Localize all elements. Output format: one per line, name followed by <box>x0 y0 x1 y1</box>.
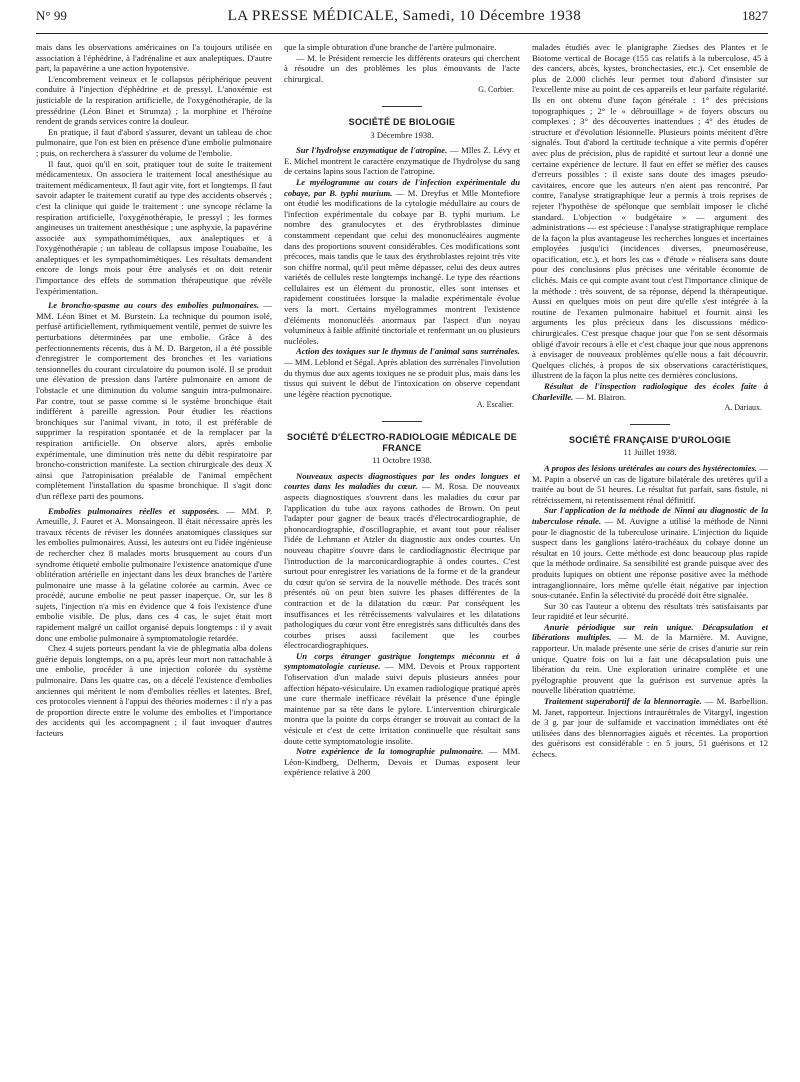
paragraph-text: En pratique, il faut d'abord s'assurer, devant un tableau de choc pulmonaire, que l'on est bien en présence d'une embolie pulmonaire ; puis, on recherchera à s'assurer du volume de l'embolie. <box>36 126 272 158</box>
paragraph <box>284 42 520 53</box>
article-authors: — M. Blairon. <box>573 391 627 402</box>
session-date: 11 Octobre 1938. <box>372 455 432 466</box>
paragraph-text: rapporteur. Un malade présente une série de crises d'anurie sur rein unique. Quatre fois on lui a fait une décapsulation puis une libération du rein. Une exploration urinaire complète et une pyélographie prouvent que la guérison est survenue après la nouvelle libération quatrième. <box>532 643 768 696</box>
article-authors: — M. de la Marnière. M. Auvigne, <box>611 632 768 643</box>
article-title: Embolies pulmonaires réelles et supposées. <box>48 505 220 516</box>
column-3 <box>532 42 768 1072</box>
paragraph-text: Après ablation des surrénales l'involution du thymus due aux agents toxiques ne se produit plus, mais dans les tissus qui suivent le début de l'intoxication on observe cependant une légère réaction pycnotique. <box>284 357 520 399</box>
article-title: Action des toxiques sur le thymus de l'animal sans surrénales. <box>296 346 520 357</box>
article-title: Notre expérience de la tomographie pulmonaire. <box>296 746 484 757</box>
paragraph-text: a utilisé la méthode de Ninni pour le diagnostic de la tuberculose urinaire. L'injection du liquide suspect dans les ganglions latéro-trachéaux du cobaye donne un résultat en 10 jours. Cette méthode est donc beaucoup plus rapide que la méthode ordinaire. Sa sensibilité est grande puisque avec des produits lupiques on obtient une réponse positive avec la méthode intraganglionnaire, lors même qu'elle était négative par injection sous-cutanée. Enfin la sélectivité du procédé doit être signalée. <box>532 515 768 601</box>
paragraph <box>284 471 520 651</box>
section-heading: SOCIÉTÉ DE BIOLOGIE <box>348 116 456 127</box>
paragraph-text: a observé un cas de ligature bilatérale des uretères qu'il a traitée au bout de 51 heures. Le résultat fut parfait, sans fistule, ni rétrécissement, ni retentissement rénal définitif. <box>532 473 768 505</box>
article-title: Sur l'application de la méthode de Ninni au diagnostic de la tuberculose rénale. <box>532 505 768 526</box>
paragraph <box>36 159 272 297</box>
paragraph-text: montrent le caractère enzymatique de l'hydrolyse du sang de certains lapins sous l'action de l'atropine. <box>284 155 520 177</box>
section-divider <box>382 106 422 107</box>
paragraph-text: — M. le Président remercie les différents orateurs qui cherchent à résoudre un des problèmes les plus émouvants de l'acte chirurgical. <box>284 52 520 84</box>
column-1 <box>36 42 272 1072</box>
article-authors: — MM. Leblond et Ségal. <box>284 357 376 368</box>
paragraph <box>36 127 272 159</box>
paragraph-text: rapporteur. Injections intraurétrales de Vitargyl, ingestion de 3 g. par jour de sulfamide et vaccination immédiates ont été utilisées dans des blennorragies aiguës et récentes. La proportion des guérisons est considérable : en 5 jours, 51 guérisons et 12 échecs. <box>532 706 768 759</box>
article-authors: — MM. Léon Binet et M. Burstein. <box>36 300 272 321</box>
paragraph <box>532 505 768 600</box>
paragraph-text: mais dans les observations américaines on l'a toujours utilisée en association à l'éphédrine, à l'adrénaline et aux analeptiques. D'autre part, la papavérine a une action hypotensive. <box>36 42 272 74</box>
paragraph <box>36 506 272 644</box>
paragraph <box>532 622 768 696</box>
section-heading: SOCIÉTÉ D'ÉLECTRO-RADIOLOGIE MÉDICALE DE FRANCE <box>286 432 518 453</box>
paragraph <box>532 463 768 505</box>
author-signature: G. Corbier. <box>478 85 514 95</box>
article-authors: — MM. Devois et Proux <box>380 661 481 672</box>
paragraph-text: Il faut, quoi qu'il en soit, pratiquer tout de suite le traitement médicamenteux. On associera le traitement local anesthésique au traitement médicamenteux. Il faut agir vite, fort et longtemps. Il faut savoir adapter le traitement curatif au type des accidents observés ; c'est la clinique qui guide le traitement : une syncope réclame la respiration artificielle, l'oxygénothérapie, le pressyl ; les formes angineuses un traitement anesthésique ; une asphyxie, la papavérine associée aux sympathomimétiques, aux analeptiques et à l'oxygénothérapie ; un tableau de collapsus impose l'ouabaïne, les analeptiques et les sympathomimétiques. Les résultats demandent encore de longs mois pour être analysés et on doit retenir l'importance des effets de sommation thérapeutique que révèle l'expérimentation. <box>36 158 272 296</box>
section-divider <box>382 421 422 422</box>
article-title: Un corps étranger gastrique longtemps méconnu et à symptomatologie curieuse. <box>284 650 520 672</box>
paragraph <box>532 601 768 622</box>
paragraph <box>284 651 520 746</box>
paragraph <box>532 696 768 760</box>
masthead-title: LA PRESSE MÉDICALE, Samedi, 10 Décembre 1938 <box>227 8 582 24</box>
paragraph <box>532 42 768 381</box>
article-authors: — M. Rosa. <box>417 481 469 492</box>
issue-number: N° 99 <box>36 8 67 23</box>
article-title: Nouveaux aspects diagnostiques par les ondes longues et courtes dans les maladies du cœur. <box>284 470 520 492</box>
article-title: Résultat de l'inspection radiologique des écoles faite à Charleville. <box>532 381 768 402</box>
paragraph <box>36 74 272 127</box>
author-signature: A. Escalier. <box>476 400 514 410</box>
page-number: 1827 <box>741 8 768 23</box>
article-title: Traitement superabortif de la blennorragie. <box>544 696 702 707</box>
article-title: Le broncho-spasme au cours des embolies pulmonaires. <box>48 300 260 311</box>
paragraph-text: Sur 30 cas l'auteur a obtenu des résultats très satisfaisants par leur rapidité et leur sécurité. <box>532 600 768 622</box>
paragraph <box>284 746 520 778</box>
article-title: Anurie périodique sur rein unique. Décapsulation et libérations multiples. <box>532 621 768 643</box>
paragraph-text: exposent leur expérience relative à 200 <box>284 756 520 778</box>
paragraph-text: L'encombrement veineux et le collapsus périphérique peuvent conduire à l'injection d'éphédrine et de pressyl. L'anoxémie est justiciable de la respiration artificielle, de l'oxygénothérapie, de la pressédrine (Léon Binet et Strumza) ; la morphine et l'héroïne rendent de grands services contre la douleur. <box>36 73 272 127</box>
article-authors: — M. Auvigne <box>601 515 659 526</box>
session-date: 11 Juillet 1938. <box>623 447 677 458</box>
article-authors: — MM. P. Ameuille, J. Fauret et A. Monsaingeon. <box>36 505 272 527</box>
paragraph-text: malades étudiés avec le planigraphe Ziedses des Plantes et le Biotome vertical de Bocage (155 cas relatifs à la tuberculose, 45 à des cancers, abcès, kystes, bronchectasies, etc.). Cet ensemble de plus de 2.000 clichés leur permet tout d'abord d'insister sur l'excellente mise au point de ces appareils et leur parfaite régularité. Ils en ont obtenu d'une façon générale : 1° des précisions topographiques ; 2° le « débrouillage » de foyers obscurs ou complexes ; 3° des découvertes inattendues ; 4° des études de structure et d'évolution lésionnelle. Plusieurs points méritent d'être signalés. Tout d'abord la certitude technique a vite permis d'opérer avec plus de précision, plus de rapidité et surtout leur a donné une certaine expérience de lecture. Il faut en effet se méfier des causes d'erreurs possibles : il existe sans doute des images pseudo-cavitaires, encore que les auteurs n'en aient pas rencontré. Par contre, l'analyse stratigraphique leur a permis à trois reprises de rejeter l'hypothèse de spélonque que semblait imposer le cliché standard. L'objection « budgétaire » — argument des administrations — est spécieuse : l'analyse stratigraphique remplace de la façon la plus avantageuse les recherches longues et incertaines employées jusqu'ici (incidences diverses, pneumoséreuse, opacification, etc.), et hors les cas « d'étude » réalisera sans doute pour des conclusions plus précises une véritable économie de clichés. Mais ce qui compte avant tout c'est l'importance clinique de la méthode : très souvent, de sa réponse, dépend la thérapeutique. Aussi en quelques mois on peut dire qu'elle s'est intégrée à la routine de l'examen pulmonaire habituel et fournit ainsi les arguments les plus précieux dans les discussions médico-chirurgicales. C'est presque chaque jour que l'on se sent désormais obligé d'avoir recours à elle et c'est chaque jour que nous apprenons à envisager de nouveaux problèmes qu'elle nous a fait découvrir. Quelques clichés, à propos de six observations caractéristiques, illustrent de la façon la plus nette ces dernières conclusions. <box>532 42 768 381</box>
column-2 <box>284 42 520 1072</box>
article-authors: — M. Dreyfus et Mlle Montefiore <box>392 187 520 198</box>
paragraph <box>284 346 520 399</box>
author-signature: A. Dariaux. <box>724 403 762 413</box>
paragraph-text: Chez 4 sujets porteurs pendant la vie de phlegmatia alba dolens guérie depuis longtemps, on a pu, après leur mort non rattachable à une embolie, procéder à une injection colorée du système pulmonaire. Dans les quatre cas, on a décelé l'existence d'embolies anciennes qui méritent le nom d'embolies réelles et latentes. Bref, ces protocoles viennent à l'appui des théories modernes : il n'y a pas de proportion directe entre le volume des embolies et l'importance des accidents qui les accompagnent ; il faut invoquer d'autres facteurs <box>36 643 272 738</box>
page-header <box>36 0 768 34</box>
paragraph-text: rapportent l'observation d'un malade suivi depuis plusieurs années pour affection hépato-vésiculaire. Un examen radiologique pratiqué après une cure thermale inefficace révélait la présence d'une épingle maintenue par sa tête dans le pylore. L'intervention chirurgicale montra que la pointe du corps étranger se trouvait au contact de la vésicule et c'est de cette irritation continuelle que résultait sans doute cette symptomatologie insolite. <box>284 661 520 746</box>
paragraph <box>284 177 520 347</box>
article-title: A propos des lésions urétérales au cours des hystérectomies. <box>544 462 758 473</box>
paragraph-text: La technique du poumon isolé, perfusé artificiellement, rythmiquement ventilé, permet de suivre les perturbations déterminées par une embolie. Grâce à des perfectionnements récents, dus à M. D. Bargeton, il a été possible d'enregistrer le comportement des bronches et les variations tensionnelles du courant circulatoire du poumon isolé. Il se produit une élévation de pression dans l'artère pulmonaire en amont de l'obstacle et une diminution du volume sanguin intra-pulmonaire. Par contre, tout se passe comme si le système bronchique était indifférent à pareille agression. Pour étudier les réactions bronchiques sur l'animal vivant, in toto, il est préférable de supprimer la respiration spontanée et de la remplacer par la respiration artificielle. On observe alors, après embolie expérimentale, une diminution très nette du débit respiratoire par broncho-constriction manifeste. La section chirurgicale des deux X ainsi que l'atropinisation préalable de l'animal empêchent complètement l'installation du spasme bronchique. Il s'agit donc d'un réflexe parti des poumons. <box>36 310 272 501</box>
article-authors: — M. Barbellion. M. Janet, <box>532 696 768 717</box>
article-authors: — Mlles Z. Lévy et E. Michel <box>284 145 520 166</box>
paragraph <box>284 145 520 177</box>
session-date: 3 Décembre 1938. <box>370 129 434 140</box>
paragraph <box>36 300 272 501</box>
paragraph-text: De nouveaux aspects diagnostiques s'ouvrent dans les maladies du cœur par l'application du tube aux rayons cathodes de Brown. On peut l'adapter pour gagner de beaux tracés d'électrocardiographie, de phonocardiographie, d'oscillographie, et avant tout pour réaliser l'idée de Lehmann et Atzler du diagnostic aux ondes courtes. Un nouveau chapitre s'ouvre dans le cardiodiagnostic électrique par l'introduction de la marconicardiographie à ondes courtes. C'est surtout pour enregistrer les variations de la forme et de la grandeur du cœur qu'on se servira de la nouvelle méthode. Des tracés sont présentés où on peut bien suivre les phases différentes de la contraction et de la dilatation du cœur. Par conséquent les insuffisances et les rétrécissements valvulaires et les dilatations pathologiques du cœur vont être enregistrés sans difficultés dans des courbes prises aussi facilement que les courbes électrocardiographiques. <box>284 481 520 651</box>
paragraph-text: que la simple obturation d'une branche de l'artère pulmonaire. <box>284 42 497 52</box>
article-title: Le myélogramme au cours de l'infection expérimentale du cobaye, par B. typhi murium. <box>284 176 520 198</box>
paragraph <box>284 53 520 85</box>
article-title: Sur l'hydrolyse enzymatique de l'atropine. <box>296 145 448 156</box>
article-authors: — MM. Léon-Kindberg, Delherm, Devois et Dumas <box>284 746 520 767</box>
paragraph-text: ont étudié les modifications de la cytologie médullaire au cours de l'infection expérimentale du cobaye par B. typhi murium. Le nombre des granulocytes et des érythroblastes diminue constamment cependant que celui des mononucléaires augmente dans des proportions souvent considérables. Ces modifications sont précoces, mais tandis que le taux des érythroblastes rejoint très vite son chiffre normal, qu'il peut même dépasser, celui des deux autres variétés de cellules reste longtemps inchangé. Le type des réactions cellulaires est un élément du pronostic, elles sont intenses et rapidement constituées lorsque la maladie expérimentale évolue vers la mort. Certains myélogrammes montrent l'existence d'éléments mononucléés anormaux par l'aspect d'un noyau volumineux à faible affinité tinctoriale et renfermant un ou plusieurs nucléoles. <box>284 198 520 346</box>
paragraph <box>36 643 272 738</box>
section-divider <box>630 424 670 425</box>
paragraph-text: Il était nécessaire après les travaux récents de réviser les données anatomiques classiques sur les embolies pulmonaires. Aussi, les auteurs ont eu l'idée ingénieuse de rechercher chez 8 malades morts brusquement au cours d'un syndrome étiqueté embolie pulmonaire l'existence anatomique d'une oblitération artérielle en injectant dans les deux branches de l'artère pulmonaire une masse à la gélatine colorée au carmin. Avec ce procédé, aucune embolie ne peut passer inaperçue. Or, sur les 8 sujets, l'injection n'a mis en évidence que 4 fois l'existence d'une embolie visible. De plus, dans ces 4 cas, le sujet était mort rapidement malgré un caillot organisé depuis longtemps : il y avait donc une embolie pulmonaire à symptomatologie retardée. <box>36 516 272 643</box>
paragraph <box>532 381 768 402</box>
text-columns <box>36 42 768 1072</box>
paragraph <box>36 42 272 74</box>
article-authors: — M. Papin <box>532 462 768 484</box>
section-heading: SOCIÉTÉ FRANÇAISE D'UROLOGIE <box>568 434 732 445</box>
